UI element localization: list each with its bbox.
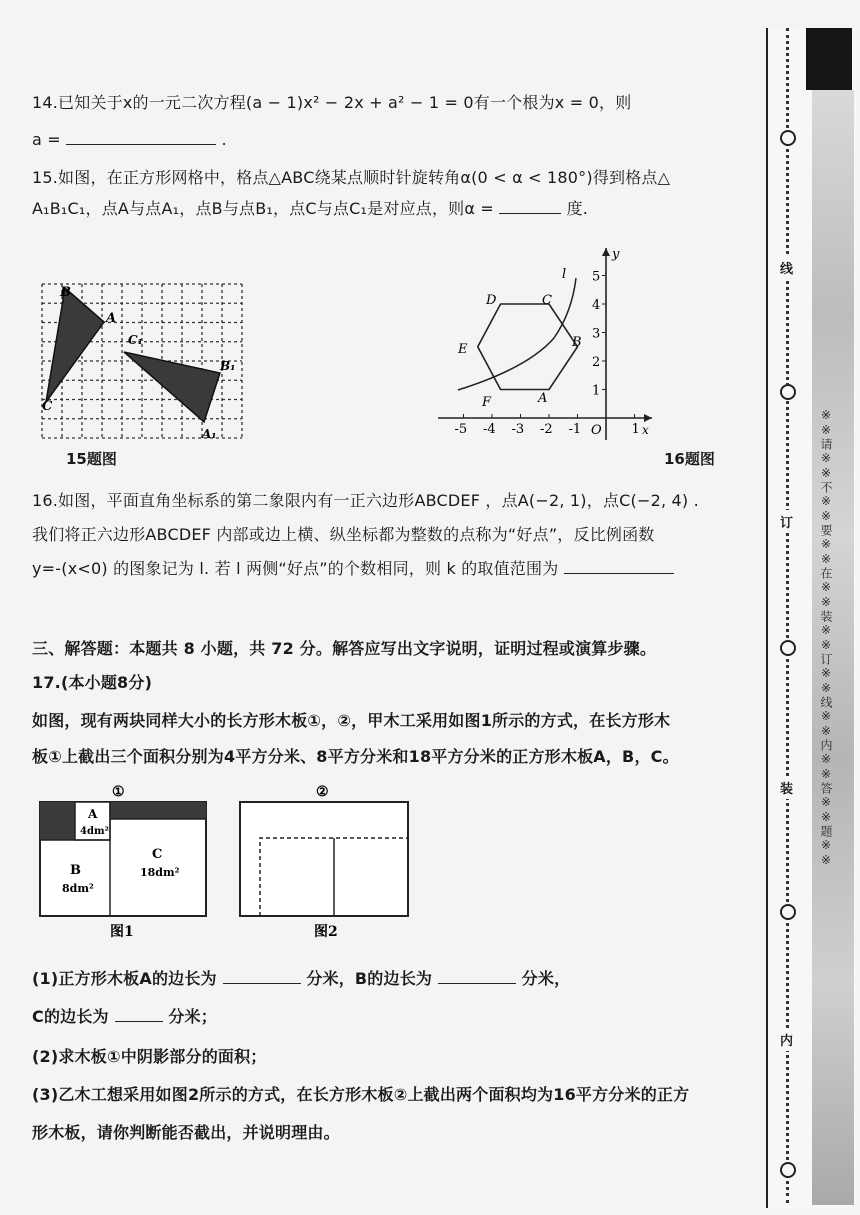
fig1-label-c: C — [152, 847, 163, 862]
q17-p1-text-c: 分米， — [521, 969, 571, 988]
fig1-area-a: 4dm² — [80, 826, 109, 837]
binding-hole-2 — [780, 384, 796, 400]
section3-heading: 三、解答题：本题共 8 小题，共 72 分。解答应写出文字说明，证明过程或演算步骤。 — [32, 639, 657, 658]
fig16-vertex-e: E — [458, 342, 468, 357]
fig15-label-b1: B₁ — [220, 359, 236, 373]
binding-hole-4 — [780, 904, 796, 920]
q15-unit: 度. — [566, 199, 589, 218]
fig1-label-a: A — [88, 807, 98, 821]
q15-line1: 15.如图，在正方形网格中，格点△ABC绕某点顺时针旋转角α(0 < α < 180°)得到格点△ — [32, 168, 671, 187]
binding-note: ※※请※※不※※要※※在※※装※※订※※线※※内※※答※※题※※ — [819, 408, 833, 868]
fig1-caption: 图1 — [110, 924, 134, 940]
fig16-coordinate-figure — [430, 240, 660, 450]
fig16-y-tick-label: 5 — [592, 269, 601, 285]
fig1-top-label: ① — [112, 784, 125, 800]
fig2-board — [240, 802, 408, 916]
fig1-shade-top — [110, 802, 206, 819]
fig2-top-label: ② — [316, 784, 329, 800]
q17-answer-c-blank[interactable] — [115, 1007, 163, 1022]
q17-line1: 如图，现有两块同样大小的长方形木板①，②，甲木工采用如图1所示的方式，在长方形木 — [32, 711, 671, 730]
q17-part3-line2: 形木板，请你判断能否截出，并说明理由。 — [32, 1123, 340, 1142]
fig16-x-tick-label: -4 — [483, 422, 496, 437]
fig16-vertex-a: A — [538, 391, 548, 406]
fig1-area-c: 18dm² — [140, 866, 180, 879]
fig16-y-tick-label: 2 — [592, 355, 601, 370]
q17-line2: 板①上截出三个面积分别为4平方分米、8平方分米和18平方分米的正方形木板A，B，C。 — [32, 747, 679, 766]
q15-text: A₁B₁C₁，点A与点A₁，点B与点B₁，点C与点C₁是对应点，则α = — [32, 199, 495, 218]
q17-fig2 — [236, 782, 416, 942]
q14-var: a = — [32, 130, 61, 149]
binding-char-1: 线 — [780, 256, 793, 279]
q16-line2: 我们将正六边形ABCDEF 内部或边上横、纵坐标都为整数的点称为“好点”，反比例函数 — [32, 525, 655, 544]
q17-p1-text-b: 分米，B的边长为 — [306, 969, 433, 988]
q17-p1-text-d: C的边长为 — [32, 1007, 109, 1026]
fig16-vertex-b: B — [572, 335, 582, 350]
fig16-origin: O — [591, 423, 602, 438]
binding-hole-5 — [780, 1162, 796, 1178]
fig16-x-tick-label: -5 — [454, 422, 468, 437]
q16-text: y=-(x<0) 的图象记为 l. 若 l 两侧“好点”的个数相同，则 k 的取值范围为 — [32, 559, 559, 578]
q17-p1-text-e: 分米； — [168, 1007, 217, 1026]
fig16-caption: 16题图 — [664, 450, 715, 468]
fig16-hexagon — [478, 304, 578, 390]
q16-line1: 16.如图，平面直角坐标系的第二象限内有一正六边形ABCDEF ，点A(−2, 1)，点C(−2, 4) . — [32, 491, 699, 510]
fig16-curve-l — [458, 278, 576, 390]
fig16-curve-label: l — [562, 267, 567, 282]
fig15-triangle-abc — [46, 288, 104, 402]
fig2-caption: 图2 — [314, 924, 338, 940]
fig15-label-b: B — [60, 285, 71, 300]
fig1-shade-left — [40, 802, 75, 840]
q17-part1-line1 — [32, 966, 570, 989]
q17-title: 17.(本小题8分) — [32, 673, 153, 692]
fig16-vertex-c: C — [542, 293, 552, 308]
q17-p1-text-a: (1)正方形木板A的边长为 — [32, 969, 217, 988]
fig16-x-arrow-icon — [644, 414, 652, 422]
binding-dotted-line — [786, 28, 799, 1203]
q14-line2 — [32, 130, 227, 149]
binding-hole-3 — [780, 640, 796, 656]
q17-answer-a-blank[interactable] — [223, 969, 301, 984]
fig15-triangle-a1b1c1 — [124, 352, 220, 422]
fig16-x-tick-label: -1 — [568, 422, 582, 437]
fig16-vertex-f: F — [482, 395, 492, 410]
q17-part3-line1: (3)乙木工想采用如图2所示的方式，在长方形木板②上截出两个面积均为16平方分米的正方 — [32, 1085, 690, 1104]
fig15-grid-figure — [36, 278, 251, 446]
fig1-area-b: 8dm² — [62, 882, 94, 895]
binding-char-4: 内 — [780, 1028, 793, 1051]
q16-answer-blank[interactable] — [564, 559, 674, 574]
fig16-y-tick-label: 1 — [592, 383, 601, 399]
binding-hole-1 — [780, 130, 796, 146]
q14-line1: 14.已知关于x的一元二次方程(a − 1)x² − 2x + a² − 1 = 0有一个根为x = 0，则 — [32, 93, 632, 112]
q14-end: . — [221, 130, 227, 149]
fig16-y-arrow-icon — [602, 248, 610, 256]
q15-answer-blank[interactable] — [499, 199, 561, 214]
binding-char-3: 装 — [780, 776, 793, 799]
fig16-y-tick-label: 3 — [592, 326, 601, 342]
fig15-label-a: A — [106, 311, 117, 326]
fig16-x-tick-label: -2 — [540, 422, 553, 437]
fig16-x-label: x — [642, 423, 649, 437]
fig16-x-tick-label: 1 — [631, 422, 640, 437]
fig16-x-tick-label: -3 — [511, 422, 525, 437]
q16-line3 — [32, 556, 674, 579]
fig16-y-tick-label: 4 — [592, 298, 601, 313]
binding-margin — [766, 28, 856, 1208]
q17-part2: (2)求木板①中阴影部分的面积； — [32, 1047, 267, 1066]
fig1-label-b: B — [70, 863, 81, 878]
binding-char-2: 订 — [780, 510, 793, 533]
fig15-label-c: C — [42, 399, 53, 414]
q15-line2 — [32, 196, 588, 219]
q17-part1-line2 — [32, 1004, 217, 1027]
fig15-caption: 15题图 — [66, 450, 117, 468]
q14-answer-blank[interactable] — [66, 130, 216, 145]
fig15-label-c1: C₁ — [128, 333, 143, 347]
q17-fig1 — [36, 782, 216, 942]
fig16-vertex-d: D — [486, 293, 497, 308]
fig15-label-a1: A₁ — [202, 427, 217, 441]
q17-answer-b-blank[interactable] — [438, 969, 516, 984]
binding-dark-block — [806, 28, 852, 90]
fig16-y-label: y — [612, 247, 620, 262]
